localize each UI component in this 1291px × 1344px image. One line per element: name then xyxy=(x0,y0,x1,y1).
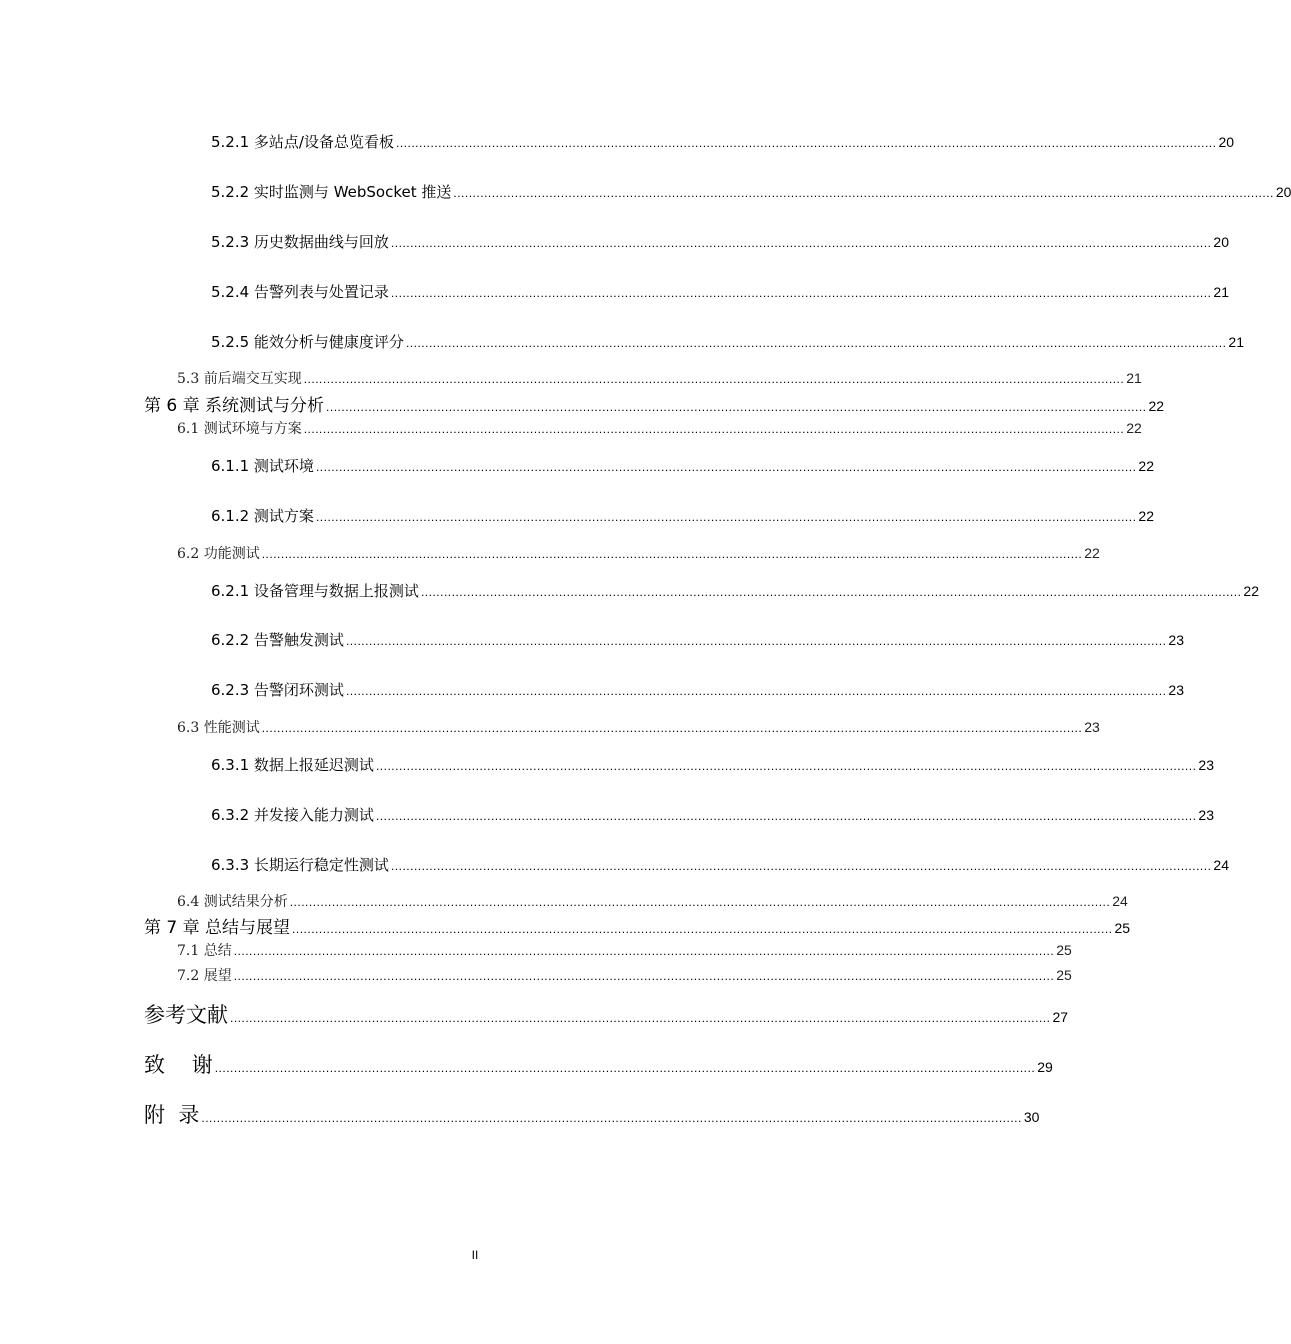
toc-entry-page: 29 xyxy=(1037,1059,1053,1075)
toc-entry-label: 6.1.2 测试方案 xyxy=(211,507,314,525)
leader-dots: ...................................................................................................................................................................................................................... xyxy=(375,809,1197,823)
toc-entry-page: 30 xyxy=(1023,1109,1040,1125)
toc-entry[interactable] xyxy=(211,629,1184,650)
toc-entry[interactable] xyxy=(211,181,1291,202)
toc-entry-page: 23 xyxy=(1168,682,1184,698)
toc-entry[interactable] xyxy=(177,418,1142,438)
leader-dots: ...................................................................................................................................................................................................................... xyxy=(303,372,1125,386)
leader-dots: ...................................................................................................................................................................................................................... xyxy=(390,286,1212,300)
toc-entry-label: 6.2.1 设备管理与数据上报测试 xyxy=(211,582,419,600)
toc-entry[interactable] xyxy=(211,804,1214,825)
leader-dots: ...................................................................................................................................................................................................................... xyxy=(420,585,1242,599)
leader-dots: ...................................................................................................................................................................................................................... xyxy=(214,1061,1036,1075)
toc-entry[interactable] xyxy=(144,1049,1053,1079)
toc-entry-page: 20 xyxy=(1213,234,1229,250)
toc-entry[interactable] xyxy=(177,543,1100,563)
toc-entry-label: 第 7 章 总结与展望 xyxy=(144,918,291,938)
leader-dots: ...................................................................................................................................................................................................................... xyxy=(315,460,1137,474)
toc-entry-label: 6.1.1 测试环境 xyxy=(211,457,314,475)
page-number: II xyxy=(471,1248,479,1262)
toc-entry-label: 6.4 测试结果分析 xyxy=(177,894,288,910)
toc-entry[interactable] xyxy=(211,580,1259,601)
toc-entry-label: 5.2.1 多站点/设备总览看板 xyxy=(211,133,394,151)
leader-dots: ...................................................................................................................................................................................................................... xyxy=(453,186,1274,200)
leader-dots: ...................................................................................................................................................................................................................... xyxy=(390,859,1212,873)
leader-dots: ...................................................................................................................................................................................................................... xyxy=(315,510,1137,524)
leader-dots: ...................................................................................................................................................................................................................... xyxy=(390,236,1212,250)
toc-entry-page: 22 xyxy=(1084,545,1100,561)
toc-entry[interactable] xyxy=(144,1099,1040,1129)
toc-entry[interactable] xyxy=(211,131,1235,152)
toc-entry-label: 附 录 xyxy=(144,1103,200,1127)
leader-dots: ...................................................................................................................................................................................................................... xyxy=(405,336,1227,350)
toc-entry-label: 5.2.3 历史数据曲线与回放 xyxy=(211,233,389,251)
leader-dots: ...................................................................................................................................................................................................................... xyxy=(326,400,1147,414)
toc-entry[interactable] xyxy=(177,965,1072,985)
toc-entry-page: 25 xyxy=(1056,942,1072,958)
toc-entry-page: 23 xyxy=(1168,632,1184,648)
leader-dots: ...................................................................................................................................................................................................................... xyxy=(396,136,1217,150)
toc-entry[interactable] xyxy=(177,940,1072,960)
toc-entry[interactable] xyxy=(211,281,1229,302)
toc-entry-label: 6.3.2 并发接入能力测试 xyxy=(211,806,374,824)
leader-dots: ...................................................................................................................................................................................................................... xyxy=(375,759,1197,773)
toc-entry-page: 20 xyxy=(1218,134,1235,150)
toc-entry-label: 5.2.5 能效分析与健康度评分 xyxy=(211,333,404,351)
toc-entry-page: 24 xyxy=(1112,893,1128,909)
leader-dots: ...................................................................................................................................................................................................................... xyxy=(345,634,1167,648)
toc-entry-page: 23 xyxy=(1198,757,1214,773)
toc-entry-label: 6.3.1 数据上报延迟测试 xyxy=(211,756,374,774)
toc-entry-label: 7.2 展望 xyxy=(177,968,232,984)
leader-dots: ...................................................................................................................................................................................................................... xyxy=(261,721,1083,735)
toc-entry[interactable] xyxy=(177,368,1142,388)
leader-dots: ...................................................................................................................................................................................................................... xyxy=(292,922,1113,936)
toc-entry-page: 22 xyxy=(1138,508,1154,524)
toc-entry-label: 7.1 总结 xyxy=(177,943,232,959)
toc-entry[interactable] xyxy=(211,505,1154,526)
toc-entry-label: 6.3.3 长期运行稳定性测试 xyxy=(211,856,389,874)
toc-entry-label: 6.1 测试环境与方案 xyxy=(177,421,302,437)
toc-entry-label: 致 谢 xyxy=(144,1053,213,1077)
toc-entry-label: 第 6 章 系统测试与分析 xyxy=(144,396,325,416)
toc-entry-page: 21 xyxy=(1228,334,1244,350)
toc-entry[interactable] xyxy=(144,391,1165,416)
leader-dots: ...................................................................................................................................................................................................................... xyxy=(303,422,1125,436)
toc-entry[interactable] xyxy=(211,231,1229,252)
leader-dots: ...................................................................................................................................................................................................................... xyxy=(201,1111,1022,1125)
toc-entry[interactable] xyxy=(144,999,1069,1029)
toc-entry-label: 6.3 性能测试 xyxy=(177,720,260,736)
toc-entry-page: 23 xyxy=(1084,719,1100,735)
toc-entry-label: 5.2.4 告警列表与处置记录 xyxy=(211,283,389,301)
toc-entry[interactable] xyxy=(177,891,1128,911)
toc-entry-page: 23 xyxy=(1198,807,1214,823)
toc-entry-label: 参考文献 xyxy=(144,1003,228,1027)
toc-entry-page: 24 xyxy=(1213,857,1229,873)
toc-entry-page: 22 xyxy=(1243,583,1259,599)
toc-entry-page: 21 xyxy=(1213,284,1229,300)
toc-entry[interactable] xyxy=(144,913,1131,938)
leader-dots: ...................................................................................................................................................................................................................... xyxy=(230,1011,1051,1025)
toc-entry-label: 6.2 功能测试 xyxy=(177,546,260,562)
leader-dots: ...................................................................................................................................................................................................................... xyxy=(261,547,1083,561)
toc-entry-page: 21 xyxy=(1126,370,1142,386)
leader-dots: ...................................................................................................................................................................................................................... xyxy=(289,895,1111,909)
leader-dots: ...................................................................................................................................................................................................................... xyxy=(345,684,1167,698)
toc-entry-page: 27 xyxy=(1052,1009,1069,1025)
toc-entry-page: 22 xyxy=(1126,420,1142,436)
toc-entry-page: 22 xyxy=(1148,398,1165,414)
toc-entry[interactable] xyxy=(211,679,1184,700)
leader-dots: ...................................................................................................................................................................................................................... xyxy=(233,944,1055,958)
toc-entry-label: 6.2.2 告警触发测试 xyxy=(211,631,344,649)
toc-entry-page: 25 xyxy=(1114,920,1131,936)
toc-entry[interactable] xyxy=(211,854,1229,875)
toc-entry[interactable] xyxy=(211,455,1154,476)
toc-entry-label: 6.2.3 告警闭环测试 xyxy=(211,681,344,699)
toc-entry-page: 20 xyxy=(1275,184,1291,200)
toc-entry[interactable] xyxy=(211,331,1244,352)
toc-entry-page: 22 xyxy=(1138,458,1154,474)
toc-entry[interactable] xyxy=(211,754,1214,775)
toc-entry-label: 5.2.2 实时监测与 WebSocket 推送 xyxy=(211,183,452,201)
toc-entry-label: 5.3 前后端交互实现 xyxy=(177,371,302,387)
toc-entry-page: 25 xyxy=(1056,967,1072,983)
leader-dots: ...................................................................................................................................................................................................................... xyxy=(233,969,1055,983)
toc-entry[interactable] xyxy=(177,717,1100,737)
